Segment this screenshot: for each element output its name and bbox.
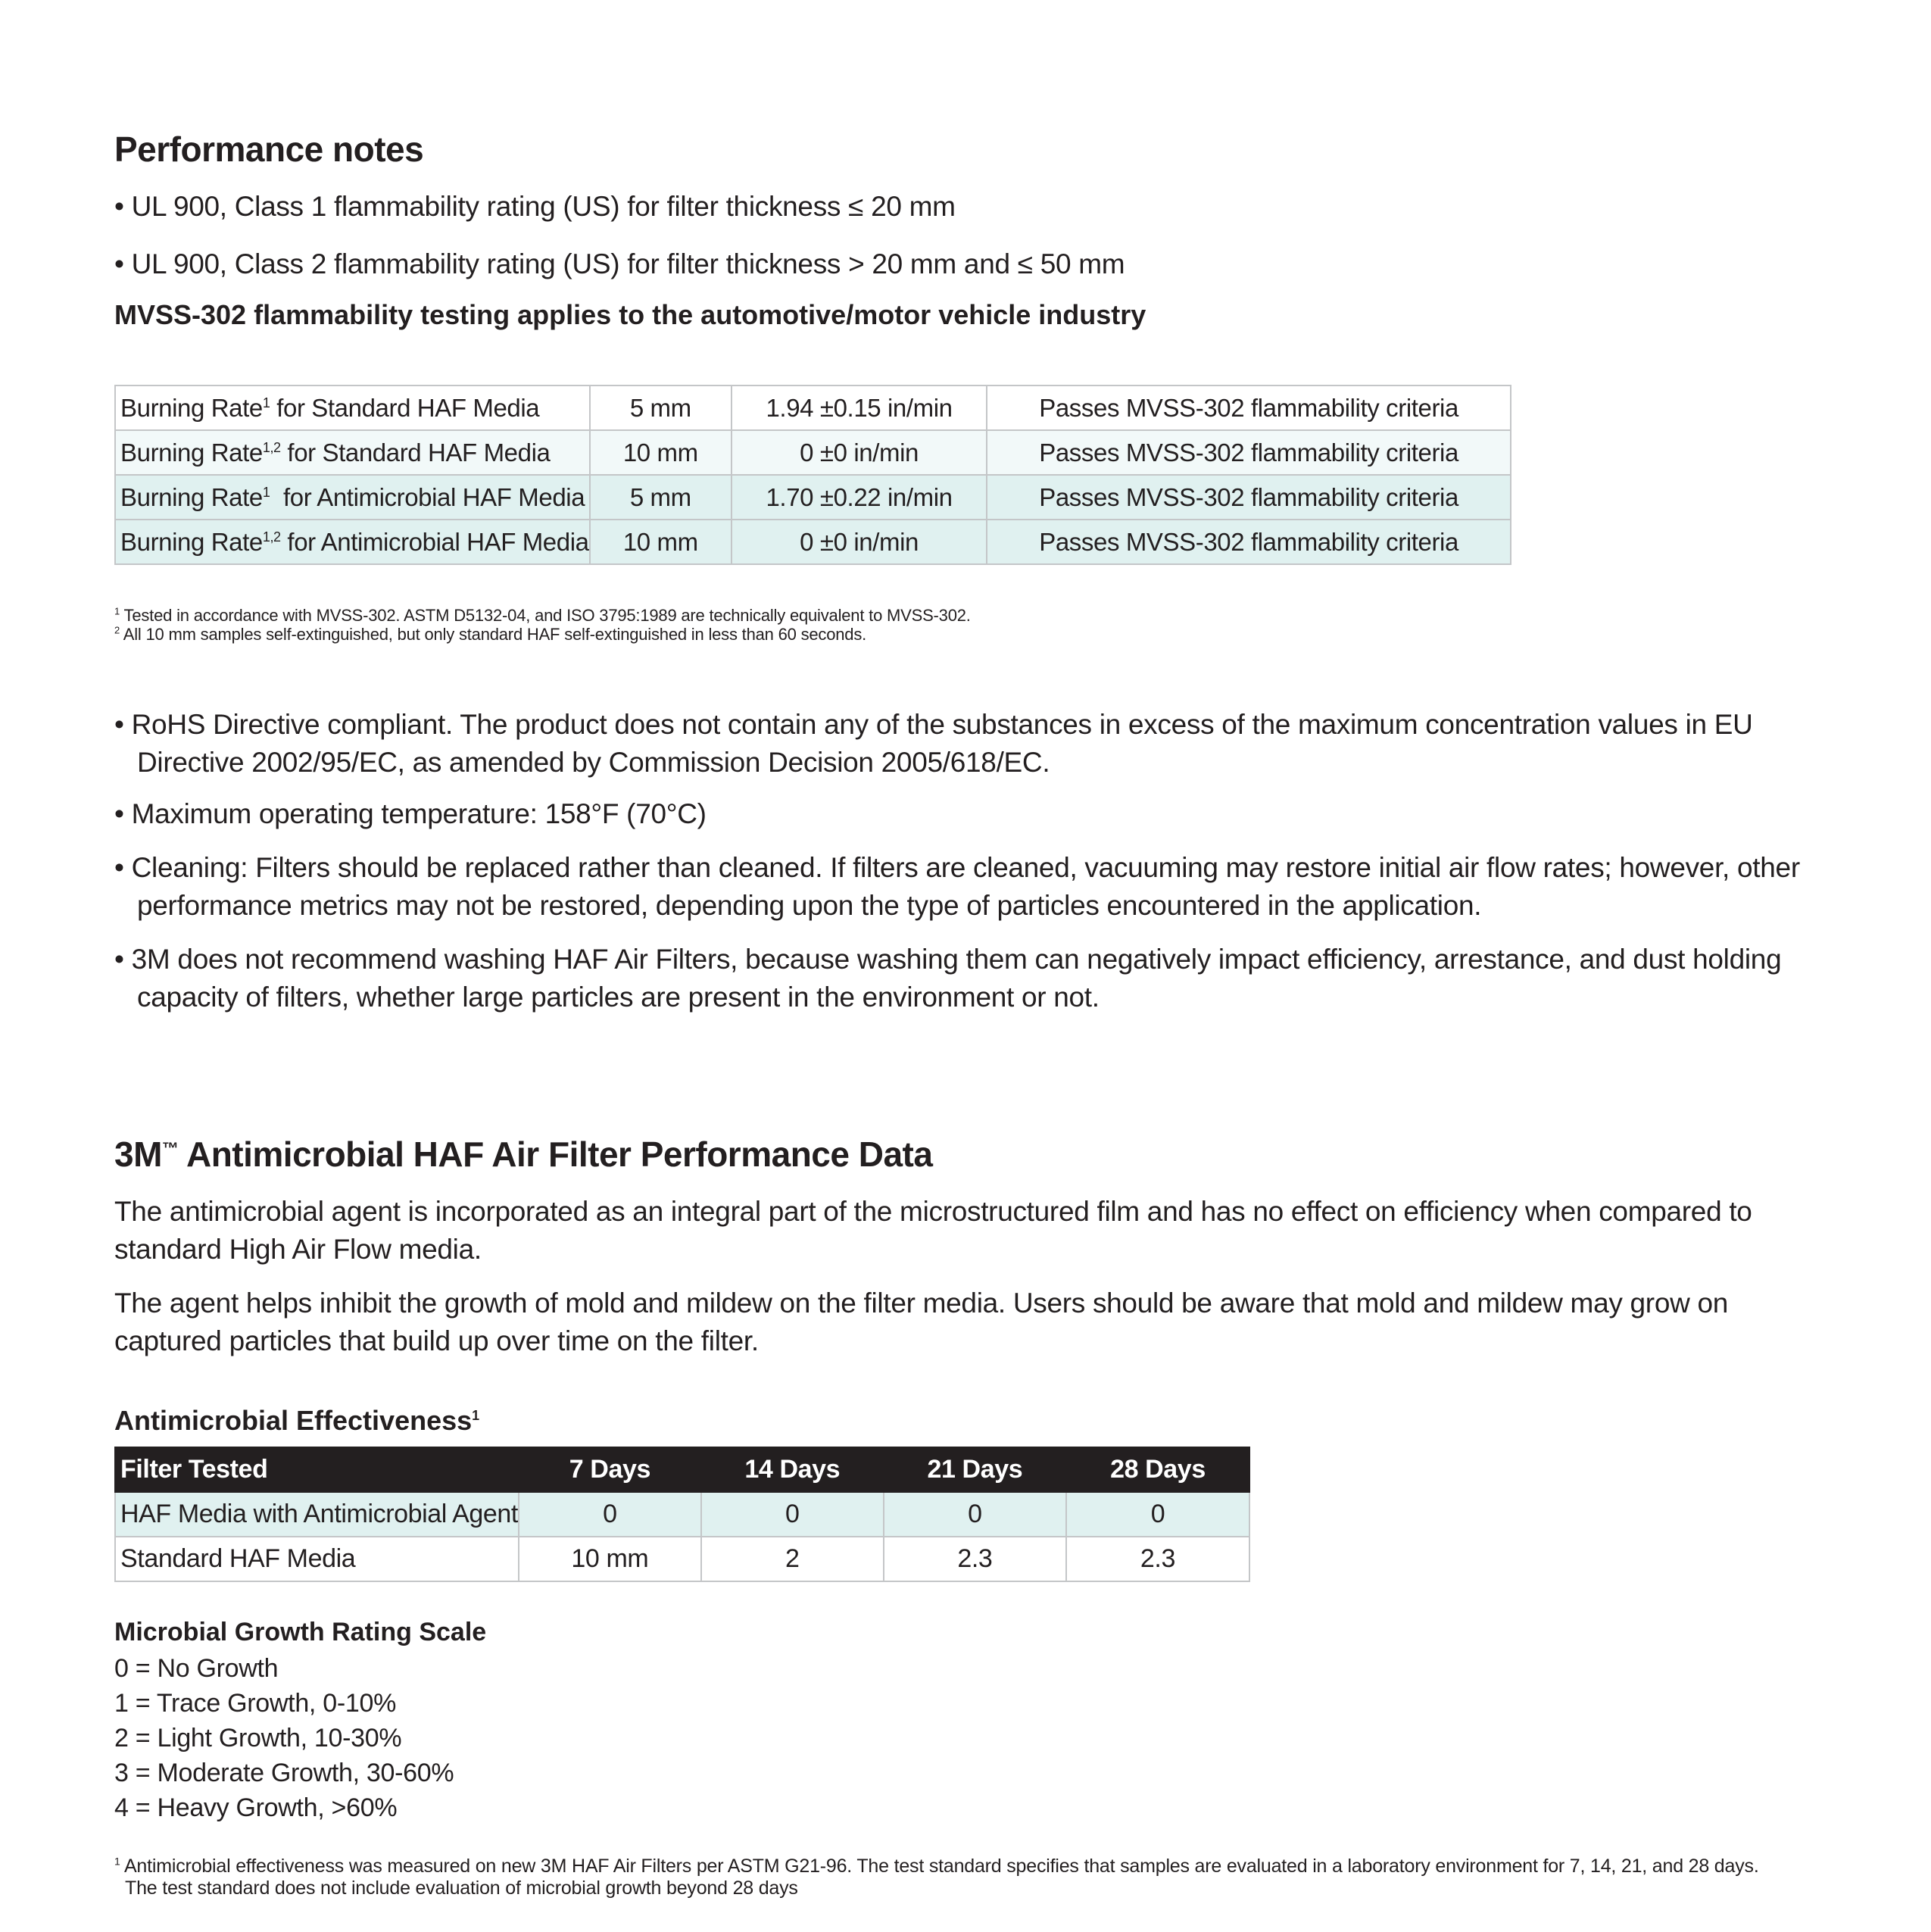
burning-rate-table — [114, 385, 1511, 565]
table-cell: Burning Rate$^{1,2}$ for Standard HAF Media — [115, 430, 590, 475]
table-row — [115, 385, 1511, 430]
table-cell: 0 — [884, 1492, 1066, 1537]
table-row — [115, 475, 1511, 520]
table-header-row — [115, 1447, 1249, 1492]
antimicrobial-heading: 3M™ Antimicrobial HAF Air Filter Performance Data — [114, 1135, 933, 1174]
table-row — [115, 520, 1511, 564]
performance-heading: Performance notes — [114, 130, 424, 169]
column-header: 21 Days — [884, 1447, 1066, 1492]
table-cell: Passes MVSS-302 flammability criteria — [987, 520, 1511, 564]
table-row — [115, 1537, 1249, 1581]
table-cell: 0 — [1066, 1492, 1249, 1537]
column-header: Filter Tested — [115, 1447, 519, 1492]
table-cell: 0 — [701, 1492, 884, 1537]
list-item: 4 = Heavy Growth, >60% — [114, 1793, 398, 1822]
bullet-rohs: • RoHS Directive compliant. The product does not contain any of the substances in excess of the maximum concentration values in EU Directive 2002/95/EC, as amended by Commission Decision 2005/618/EC. — [114, 709, 1753, 778]
table-cell: 2.3 — [884, 1537, 1066, 1581]
table-cell: 1.70 ±0.22 in/min — [732, 475, 987, 520]
list-item: 2 = Light Growth, 10-30% — [114, 1724, 402, 1753]
column-header: 14 Days — [701, 1447, 884, 1492]
table-cell: Passes MVSS-302 flammability criteria — [987, 430, 1511, 475]
table-cell: 5 mm — [590, 385, 732, 430]
table-cell: 10 mm — [590, 520, 732, 564]
rating-scale-list — [114, 1651, 454, 1825]
table-cell: Burning Rate$^1$ for Standard HAF Media — [115, 385, 590, 430]
antimicrobial-paragraph-2: The agent helps inhibit the growth of mold and mildew on the filter media. Users should be aware that mold and mildew may grow on captured particles that build up over time on the filter. — [114, 1287, 1729, 1356]
footnote-2: $^2$ All 10 mm samples self-extinguished, but only standard HAF self-extinguished in less than 60 seconds. — [114, 624, 867, 644]
column-header: 28 Days — [1066, 1447, 1249, 1492]
table-cell: Passes MVSS-302 flammability criteria — [987, 475, 1511, 520]
table-cell: 0 ±0 in/min — [732, 430, 987, 475]
bullet-cleaning: • Cleaning: Filters should be replaced rather than cleaned. If filters are cleaned, vacuuming may restore initial air flow rates; however, other performance metrics may not be restored, depending upon the type of particles encountered in the application. — [114, 852, 1800, 921]
bullet-ul900-class1: • UL 900, Class 1 flammability rating (US) for filter thickness ≤ 20 mm — [114, 191, 956, 222]
table-cell: Burning Rate$^1$ for Antimicrobial HAF Media — [115, 475, 590, 520]
column-header: 7 Days — [519, 1447, 701, 1492]
effectiveness-table — [114, 1447, 1250, 1582]
antimicrobial-paragraph-1: The antimicrobial agent is incorporated as an integral part of the microstructured film and has no effect on efficiency when compared to standard High Air Flow media. — [114, 1196, 1752, 1265]
list-item: 1 = Trace Growth, 0-10% — [114, 1689, 396, 1718]
table-row — [115, 430, 1511, 475]
rating-scale-heading: Microbial Growth Rating Scale — [114, 1618, 487, 1646]
table-cell: Standard HAF Media — [115, 1537, 519, 1581]
table-cell: HAF Media with Antimicrobial Agent — [115, 1492, 519, 1537]
table-cell: 1.94 ±0.15 in/min — [732, 385, 987, 430]
antimicrobial-footnote: $^1$ Antimicrobial effectiveness was measured on new 3M HAF Air Filters per ASTM G21-96. The test standard specifies that samples are evaluated in a laboratory environment for 7, 14, 21, and 28 days. The test standard does not include evaluation of microbial growth beyond 28 days — [114, 1855, 1759, 1899]
table-cell: 2.3 — [1066, 1537, 1249, 1581]
table-cell: 0 ±0 in/min — [732, 520, 987, 564]
bullet-max-temp: • Maximum operating temperature: 158°F (70°C) — [114, 798, 707, 829]
table-cell: 2 — [701, 1537, 884, 1581]
table-row — [115, 1492, 1249, 1537]
table-cell: 0 — [519, 1492, 701, 1537]
burning-footnotes — [114, 606, 1818, 644]
table-cell: Passes MVSS-302 flammability criteria — [987, 385, 1511, 430]
table-cell: 5 mm — [590, 475, 732, 520]
list-item: 0 = No Growth — [114, 1654, 279, 1683]
table-cell: 10 mm — [519, 1537, 701, 1581]
bullet-ul900-class2: • UL 900, Class 2 flammability rating (US) for filter thickness > 20 mm and ≤ 50 mm — [114, 248, 1125, 279]
mvss-heading: MVSS-302 flammability testing applies to the automotive/motor vehicle industry — [114, 299, 1146, 330]
footnote-1: $^1$ Tested in accordance with MVSS-302. ASTM D5132-04, and ISO 3795:1989 are technically equivalent to MVSS-302. — [114, 605, 971, 625]
effectiveness-heading: Antimicrobial Effectiveness$^1$ — [114, 1405, 480, 1436]
bullet-washing: • 3M does not recommend washing HAF Air Filters, because washing them can negatively impact efficiency, arrestance, and dust holding capacity of filters, whether large particles are present in the environment or not. — [114, 944, 1782, 1013]
table-cell: Burning Rate$^{1,2}$ for Antimicrobial HAF Media — [115, 520, 590, 564]
table-cell: 10 mm — [590, 430, 732, 475]
list-item: 3 = Moderate Growth, 30-60% — [114, 1759, 454, 1787]
